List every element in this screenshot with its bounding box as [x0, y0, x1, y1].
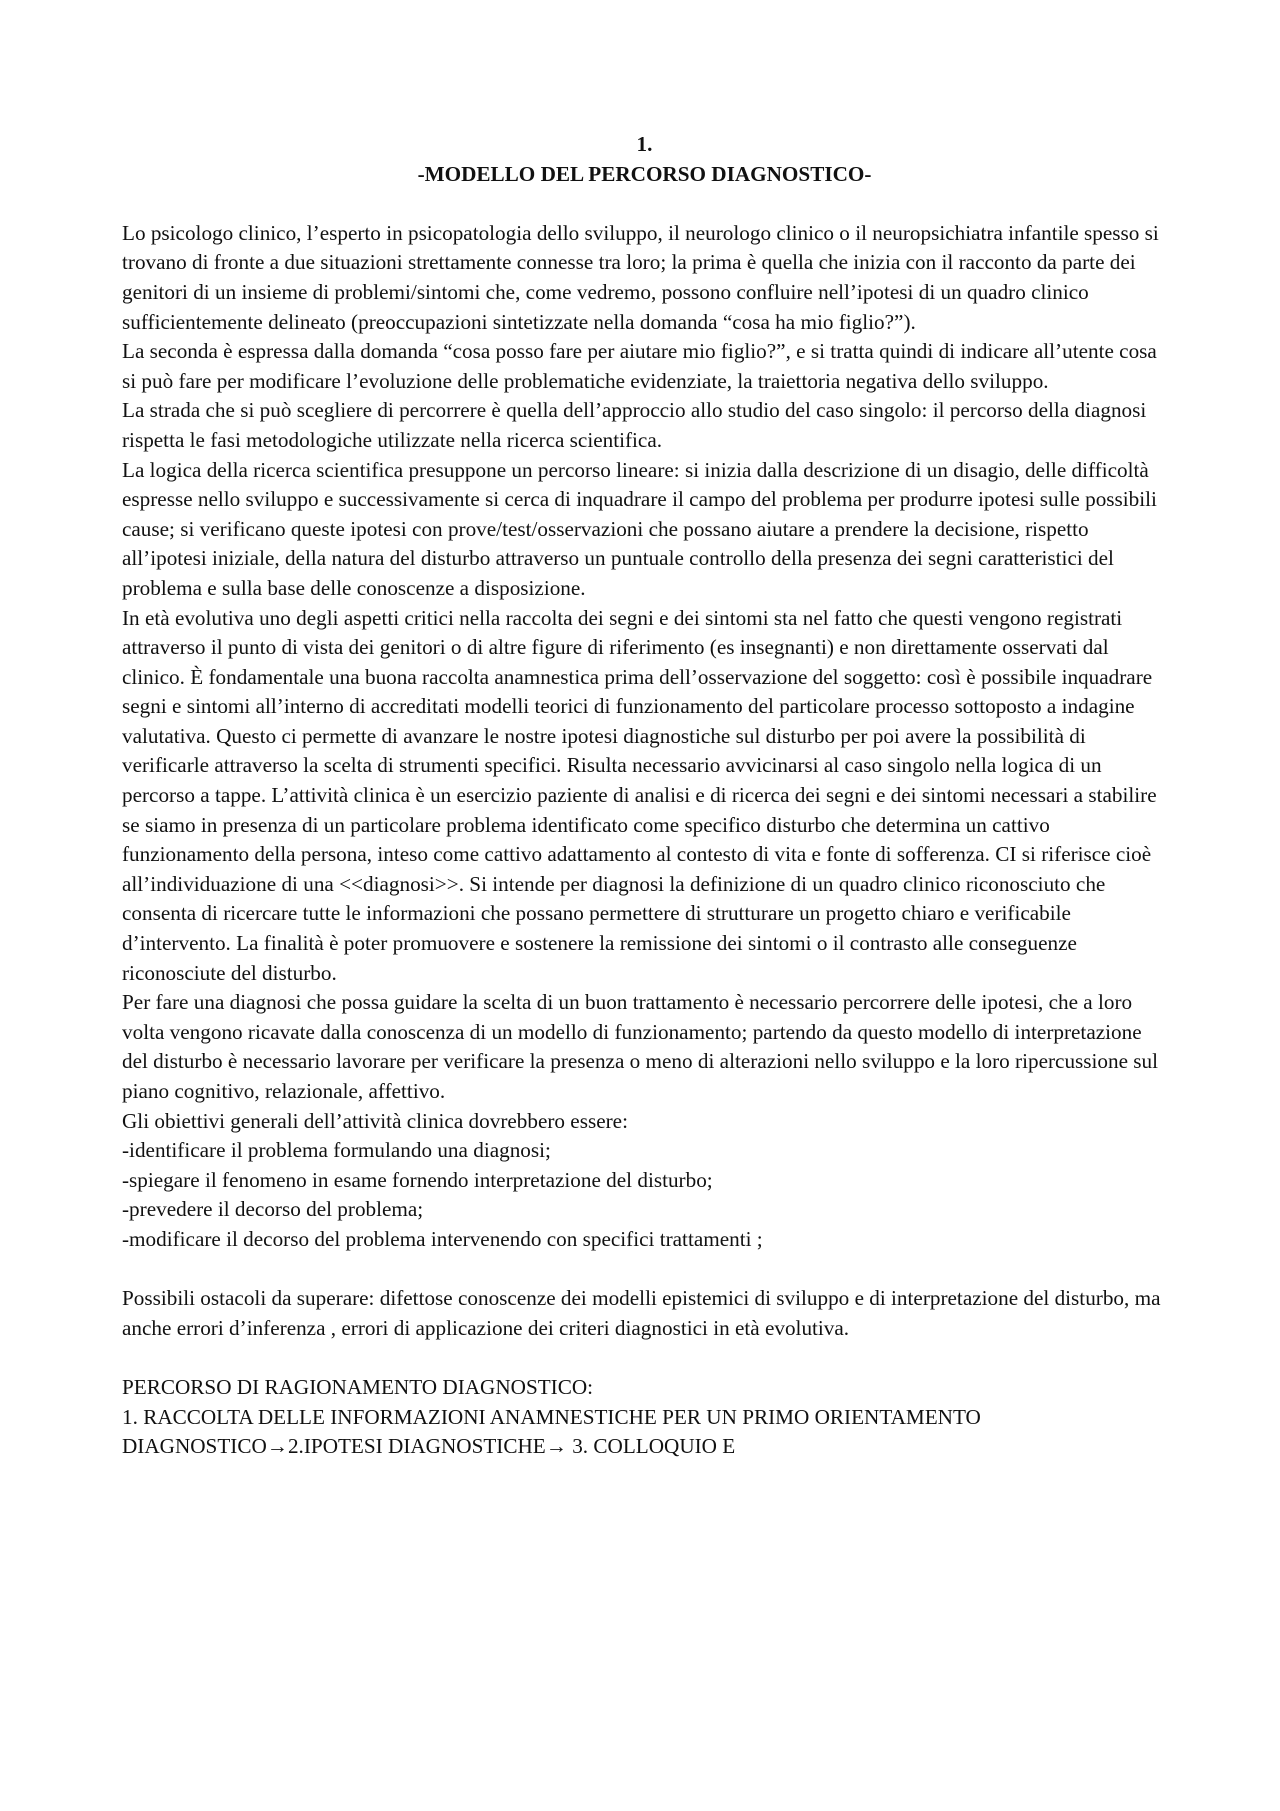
paragraph-scientific-logic: La logica della ricerca scientifica presuppone un percorso lineare: si inizia dalla descrizione di un disagio, delle difficoltà espresse nello sviluppo e successivamente si cerca di inquadrare il campo del problema per produrre ipotesi sulle possibili cause; si verificano queste ipotesi con prove/test/osservazioni che possano aiutare a prendere la decisione, rispetto all’ipotesi iniziale, della natura del disturbo attraverso un puntuale controllo della presenza dei segni caratteristici del problema e sulla base delle conoscenze a disposizione. — [122, 457, 1157, 600]
list-item: -spiegare il fenomeno in esame fornendo interpretazione del disturbo; — [122, 1167, 713, 1192]
paragraph-obstacles: Possibili ostacoli da superare: difettose conoscenze dei modelli epistemici di sviluppo e di interpretazione del disturbo, ma anche errori d’inferenza , errori di applicazione dei criteri diagnostici in età evolutiva. — [122, 1286, 1161, 1340]
list-item: -identificare il problema formulando una diagnosi; — [122, 1138, 551, 1163]
chapter-title: -MODELLO DEL PERCORSO DIAGNOSTICO- — [417, 161, 872, 186]
reasoning-heading: PERCORSO DI RAGIONAMENTO DIAGNOSTICO: — [122, 1374, 594, 1399]
document-page — [122, 130, 1167, 1462]
paragraph-second-question: La seconda è espressa dalla domanda “cosa posso fare per aiutare mio figlio?”, e si tratta quindi di indicare all’utente cosa si può fare per modificare l’evoluzione delle problematiche evidenziate, la traiettoria negativa dello sviluppo. — [122, 339, 1157, 393]
goals-list — [122, 1136, 1167, 1254]
spacer — [122, 189, 1167, 219]
list-item: -prevedere il decorso del problema; — [122, 1197, 424, 1222]
paragraph-diagnosis-treatment: Per fare una diagnosi che possa guidare la scelta di un buon trattamento è necessario percorrere delle ipotesi, che a loro volta vengono ricavate dalla conoscenza di un modello di funzionamento; partendo da questo modello di interpretazione del disturbo è necessario lavorare per verificare la presenza o meno di alterazioni nello sviluppo e la loro ripercussione sul piano cognitivo, relazionale, affettivo. — [122, 990, 1159, 1103]
spacer — [122, 1343, 1167, 1373]
paragraph-goals-intro: Gli obiettivi generali dell’attività clinica dovrebbero essere: — [122, 1108, 628, 1133]
spacer — [122, 1255, 1167, 1285]
paragraph-intro: Lo psicologo clinico, l’esperto in psicopatologia dello sviluppo, il neurologo clinico o il neuropsichiatra infantile spesso si trovano di fronte a due situazioni strettamente connesse tra loro; la prima è quella che inizia con il racconto da parte dei genitori di un insieme di problemi/sintomi che, come vedremo, possono confluire nell’ipotesi di un quadro clinico sufficientemente delineato (preoccupazioni sintetizzate nella domanda “cosa ha mio figlio?”). — [122, 220, 1159, 334]
list-item: -modificare il decorso del problema intervenendo con specifici trattamenti ; — [122, 1226, 763, 1251]
paragraph-developmental-age: In età evolutiva uno degli aspetti critici nella raccolta dei segni e dei sintomi sta nel fatto che questi vengono registrati attraverso il punto di vista dei genitori o di altre figure di riferimento (es insegnanti) e non direttamente osservati dal clinico. È fondamentale una buona raccolta anamnestica prima dell’osservazione del soggetto: così è possibile inquadrare segni e sintomi all’interno di accreditati modelli teorici di funzionamento del particolare processo sottoposto a indagine valutativa. Questo ci permette di avanzare le nostre ipotesi diagnostiche sul disturbo per poi avere la possibilità di verificarle attraverso la scelta di strumenti specifici. Risulta necessario avvicinarsi al caso singolo nella logica di un percorso a tappe. L’attività clinica è un esercizio paziente di analisi e di ricerca dei segni e dei sintomi necessari a stabilire se siamo in presenza di un particolare problema identificato come specifico disturbo che determina un cattivo funzionamento della persona, inteso come cattivo adattamento al contesto di vita e fonte di sofferenza. CI si riferisce cioè all’individuazione di una <<diagnosi>>. Si intende per diagnosi la definizione di un quadro clinico riconosciuto che consenta di ricercare tutte le informazioni che possano permettere di strutturare un progetto chiaro e verificabile d’intervento. La finalità è poter promuovere e sostenere la remissione dei sintomi o il contrasto alle conseguenze riconosciute del disturbo. — [122, 605, 1157, 985]
paragraph-single-case: La strada che si può scegliere di percorrere è quella dell’approccio allo studio del caso singolo: il percorso della diagnosi rispetta le fasi metodologiche utilizzate nella ricerca scientifica. — [122, 398, 1147, 452]
chapter-number: 1. — [636, 132, 653, 156]
reasoning-steps: 1. RACCOLTA DELLE INFORMAZIONI ANAMNESTICHE PER UN PRIMO ORIENTAMENTO DIAGNOSTICO→2.IPOTESI DIAGNOSTICHE→ 3. COLLOQUIO E — [122, 1404, 981, 1459]
